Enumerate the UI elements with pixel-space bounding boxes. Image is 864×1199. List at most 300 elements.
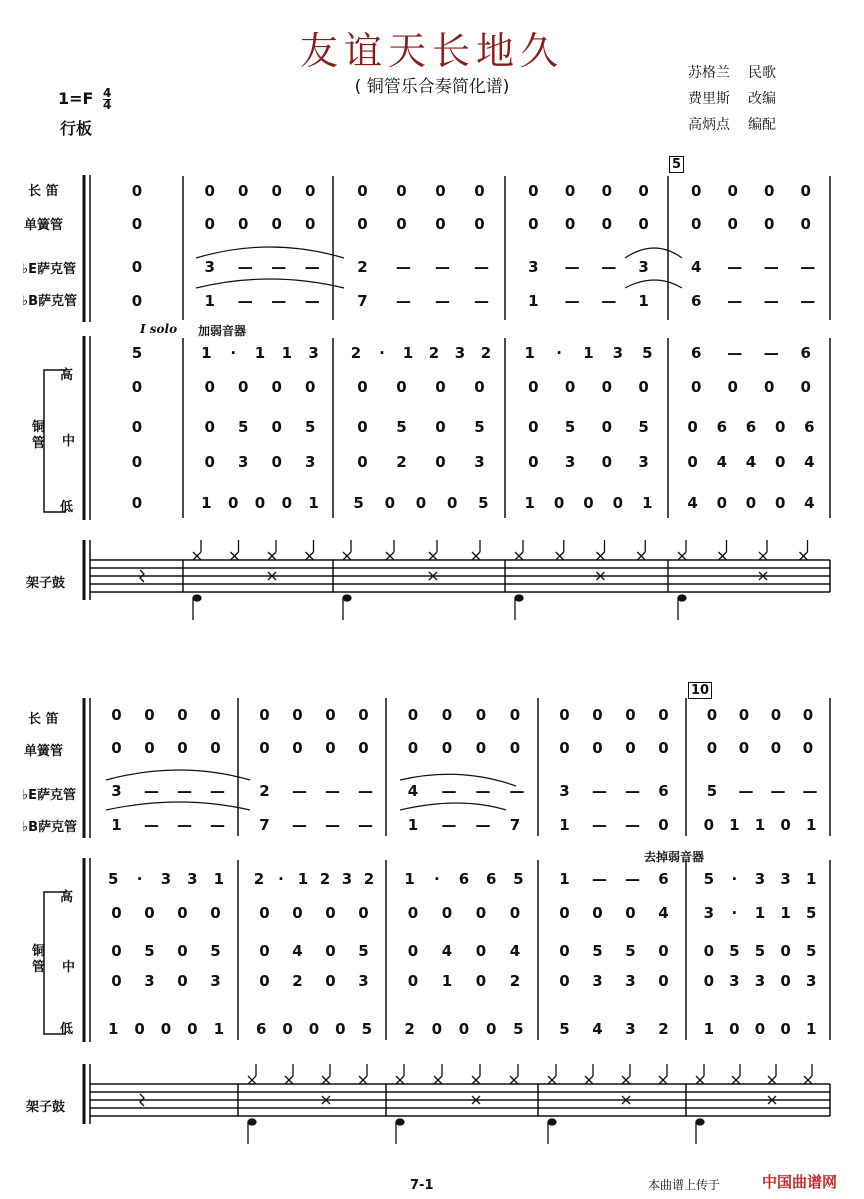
note: 0 [131,215,143,233]
note: 6 [658,870,669,888]
note: 1 [780,904,791,922]
note: 2 [357,258,368,276]
note: — [592,870,607,888]
note: 0 [177,904,188,922]
note: 1 [642,494,653,512]
note: 5 [478,494,489,512]
measure-number: 5 [669,156,684,173]
time-numerator: 4 [103,86,112,100]
note: 0 [177,739,188,757]
note: 1 [404,870,415,888]
note: 5 [638,418,649,436]
note: 0 [281,494,293,512]
note: 2 [319,870,331,888]
note: 0 [144,904,155,922]
credit-role: 民歌 [748,65,776,81]
note: 5 [361,1020,373,1038]
note: 0 [745,494,757,512]
note: 0 [407,972,419,990]
note: 0 [658,706,669,724]
note: 5 [353,494,364,512]
page-number: 7-1 [410,1178,434,1193]
note: 5 [592,942,603,960]
note: 3 [308,344,319,362]
key-text: 1=F [58,89,94,108]
note: 0 [727,182,738,200]
label-drums: 架子鼓 [26,576,66,591]
note: 4 [509,942,521,960]
note: 3 [160,870,172,888]
note: — [474,292,489,310]
note: — [144,816,159,834]
note: 2 [658,1020,669,1038]
note: 6 [658,782,669,800]
note: — [396,258,411,276]
label-clarinet: 单簧管 [24,218,64,233]
note: 0 [764,378,775,396]
note: 0 [308,1020,320,1038]
drum-mark [396,1119,404,1125]
note: 5 [625,942,636,960]
note: — [564,258,580,276]
note: 0 [475,904,487,922]
note: 0 [292,706,303,724]
note: 1 [111,816,122,834]
note: 2 [350,344,362,362]
note: 0 [770,706,782,724]
note: 5 [107,870,119,888]
note: 0 [601,215,613,233]
note: 0 [764,215,775,233]
note: 1 [297,870,309,888]
note: 0 [144,706,155,724]
note: 3 [729,972,740,990]
note: 0 [259,739,270,757]
note: 3 [564,453,576,471]
note: 1 [308,494,319,512]
note: 0 [802,739,814,757]
note: 0 [592,706,603,724]
note: 4 [407,782,419,800]
note: 2 [259,782,270,800]
note: 0 [601,453,613,471]
note: 0 [204,418,215,436]
note: 0 [358,904,369,922]
note: 0 [625,904,636,922]
note: 3 [358,972,369,990]
note: 0 [800,378,811,396]
note: 1 [281,344,293,362]
note: 5 [706,782,718,800]
note: 5 [513,1020,524,1038]
note: 0 [292,739,303,757]
label-bb-sax: ♭B萨克管 [22,820,78,835]
note: 0 [357,378,368,396]
note: 0 [638,182,649,200]
note: 0 [131,182,143,200]
note: 0 [259,904,270,922]
note: 4 [592,1020,603,1038]
note: 0 [691,182,702,200]
note: 3 [780,870,791,888]
note: 0 [238,378,249,396]
note: 0 [325,904,336,922]
note: 0 [441,706,453,724]
note: 0 [475,972,487,990]
note: 0 [238,182,249,200]
note: 0 [131,258,143,276]
drum-mark [248,1119,256,1125]
note: 0 [528,215,539,233]
note: 0 [358,706,369,724]
note: 0 [282,1020,293,1038]
note: 2 [509,972,521,990]
note: · [731,904,738,922]
note: 0 [407,904,419,922]
note: — [271,258,287,276]
note: 4 [716,453,728,471]
note: 2 [404,1020,415,1038]
note: 0 [111,706,122,724]
note: 0 [564,182,576,200]
note: 1 [559,870,570,888]
note: — [396,292,411,310]
measure-number: 10 [688,682,712,699]
note: 0 [475,739,487,757]
note: 5 [474,418,485,436]
note: 1 [213,870,225,888]
note: 1 [201,494,212,512]
note: 5 [131,344,143,362]
note: 0 [727,215,738,233]
note: 0 [625,706,636,724]
solo-annotation: I solo [140,322,178,336]
note: — [763,344,779,362]
note: 0 [446,494,458,512]
note: 5 [559,1020,570,1038]
note: — [625,816,640,834]
note: — [509,782,525,800]
note: 0 [415,494,427,512]
note: 0 [131,494,143,512]
note: · [379,344,385,362]
note: — [292,816,307,834]
note: 0 [658,972,669,990]
note: 0 [210,904,221,922]
note: 7 [357,292,368,310]
note: 6 [800,344,811,362]
note: 0 [638,378,649,396]
note: 3 [454,344,466,362]
note: 0 [358,739,369,757]
note: 0 [357,418,368,436]
note: 0 [325,972,336,990]
note: 6 [691,292,702,310]
note: 3 [805,972,817,990]
note: 4 [804,453,815,471]
note: 1 [805,1020,817,1038]
note: 0 [738,706,750,724]
note: 2 [396,453,407,471]
note: 0 [396,182,407,200]
note: · [136,870,143,888]
note: 1 [638,292,649,310]
note: 0 [691,215,702,233]
note: 0 [780,972,791,990]
note: 0 [528,182,539,200]
note: 1 [703,1020,715,1038]
note: 1 [754,816,766,834]
note: 0 [254,494,266,512]
note: 0 [131,378,143,396]
note: 0 [435,453,446,471]
label-brass-group: 铜 管 [32,420,46,451]
label-brass-low: 低 [60,1022,74,1037]
note: 3 [754,972,766,990]
note: 0 [474,378,485,396]
note: 2 [292,972,303,990]
note: 0 [238,215,249,233]
label-drums: 架子鼓 [26,1100,66,1115]
label-brass-mid: 中 [62,960,76,975]
note: 0 [475,706,487,724]
note: 7 [259,816,270,834]
note: 4 [687,494,698,512]
note: 0 [564,378,576,396]
note: 0 [305,378,316,396]
note: 0 [564,215,576,233]
note: — [727,344,743,362]
note: 0 [177,942,188,960]
label-brass-low: 低 [60,500,74,515]
note: — [358,782,373,800]
label-brass-high: 高 [60,890,74,905]
note: 3 [210,972,221,990]
note: 0 [691,378,702,396]
tempo-marking: 行板 [60,119,93,138]
note: 3 [638,258,649,276]
note: 0 [292,904,303,922]
note: 3 [238,453,249,471]
note: 0 [441,739,453,757]
note: — [727,292,743,310]
note: 3 [528,258,539,276]
label-flute: 长 笛 [28,712,59,727]
note: 3 [703,904,715,922]
note: 6 [804,418,815,436]
score-title: 友谊天长地久 [299,29,564,73]
note: — [325,782,340,800]
note: 0 [111,739,122,757]
note: 3 [638,453,649,471]
note: 0 [559,706,570,724]
note: 5 [754,942,766,960]
note: — [237,258,253,276]
note: 0 [131,418,143,436]
note: 5 [805,904,817,922]
drum-mark [343,595,351,601]
note: — [727,258,743,276]
note: 0 [583,494,594,512]
note: 6 [716,418,728,436]
note: 0 [144,739,155,757]
note: 0 [271,418,282,436]
note: 0 [177,706,188,724]
note: 0 [134,1020,145,1038]
note: 5 [805,942,817,960]
note: — [210,782,225,800]
note: — [738,782,754,800]
note: 0 [658,816,669,834]
note: 0 [528,378,539,396]
note: 0 [384,494,396,512]
note: 1 [204,292,215,310]
note: 3 [204,258,215,276]
note: 0 [435,418,446,436]
note: 0 [396,215,407,233]
note: 0 [325,706,336,724]
note: 0 [559,942,570,960]
note: 5 [703,870,715,888]
note: 0 [703,816,715,834]
label-flute: 长 笛 [28,184,59,199]
note: 0 [204,378,215,396]
drum-mark [696,1119,704,1125]
note: 0 [227,494,239,512]
note: 0 [271,182,282,200]
note: 1 [524,494,535,512]
note: 5 [238,418,249,436]
credit-role: 改编 [748,91,776,107]
note: 0 [780,1020,791,1038]
note: 0 [271,378,282,396]
note: 0 [658,942,669,960]
note: · [731,870,738,888]
note: 0 [441,904,453,922]
note: 1 [402,344,414,362]
note: 4 [804,494,815,512]
note: 6 [255,1020,267,1038]
label-eb-sax: ♭E萨克管 [22,788,77,803]
drum-mark [515,595,523,601]
note: 1 [805,870,817,888]
note: 0 [800,215,811,233]
note: 1 [583,344,594,362]
note: 0 [305,182,316,200]
note: 5 [564,418,576,436]
note: — [271,292,287,310]
note: 0 [802,706,814,724]
note: 0 [259,972,270,990]
note: 0 [612,494,624,512]
note: — [800,258,816,276]
note: 3 [625,1020,636,1038]
note: 0 [335,1020,346,1038]
note: — [177,816,192,834]
note: 0 [509,904,521,922]
note: 0 [407,739,419,757]
note: 4 [658,904,669,922]
note: — [475,816,491,834]
note: 0 [407,942,419,960]
note: 0 [435,378,446,396]
note: — [625,870,640,888]
note: 0 [738,739,750,757]
mute-off-annotation: 去掉弱音器 [644,850,705,864]
note: 1 [201,344,212,362]
note: 0 [528,418,539,436]
note: 5 [144,942,155,960]
note: 1 [254,344,266,362]
note: 0 [475,942,487,960]
note: 3 [305,453,316,471]
note: — [144,782,159,800]
note: — [592,816,607,834]
note: 7 [509,816,521,834]
note: 0 [716,494,728,512]
note: 0 [625,739,636,757]
note: 1 [754,904,766,922]
note: — [475,782,491,800]
note: — [474,258,489,276]
note: 0 [754,1020,766,1038]
note: 3 [754,870,766,888]
note: 0 [592,739,603,757]
note: 2 [428,344,440,362]
note: 0 [435,182,446,200]
note: 0 [706,706,718,724]
note: — [292,782,307,800]
note: — [625,782,640,800]
note: 0 [658,739,669,757]
note: 0 [325,739,336,757]
note: 3 [111,782,122,800]
note: 0 [528,453,539,471]
note: 0 [431,1020,443,1038]
note: 0 [187,1020,198,1038]
note: 0 [259,942,270,960]
time-denominator: 4 [103,98,112,112]
note: 6 [745,418,757,436]
note: 0 [706,739,718,757]
note: 0 [210,739,221,757]
note: · [556,344,562,362]
note: 0 [509,706,521,724]
note: 1 [441,972,453,990]
note: 0 [111,942,122,960]
note: 3 [187,870,198,888]
note: — [802,782,818,800]
note: 0 [396,378,407,396]
note: 0 [638,215,649,233]
note: 5 [729,942,740,960]
note: 0 [687,453,698,471]
note: — [435,292,450,310]
note: 5 [513,870,524,888]
note: 0 [177,972,188,990]
note: 3 [144,972,155,990]
note: 0 [780,942,791,960]
note: — [177,782,192,800]
note: 6 [485,870,497,888]
note: — [564,292,580,310]
note: 1 [805,816,817,834]
note: 5 [358,942,369,960]
note: 0 [474,215,485,233]
note: — [304,292,320,310]
note: 0 [259,706,270,724]
note: 4 [691,258,702,276]
